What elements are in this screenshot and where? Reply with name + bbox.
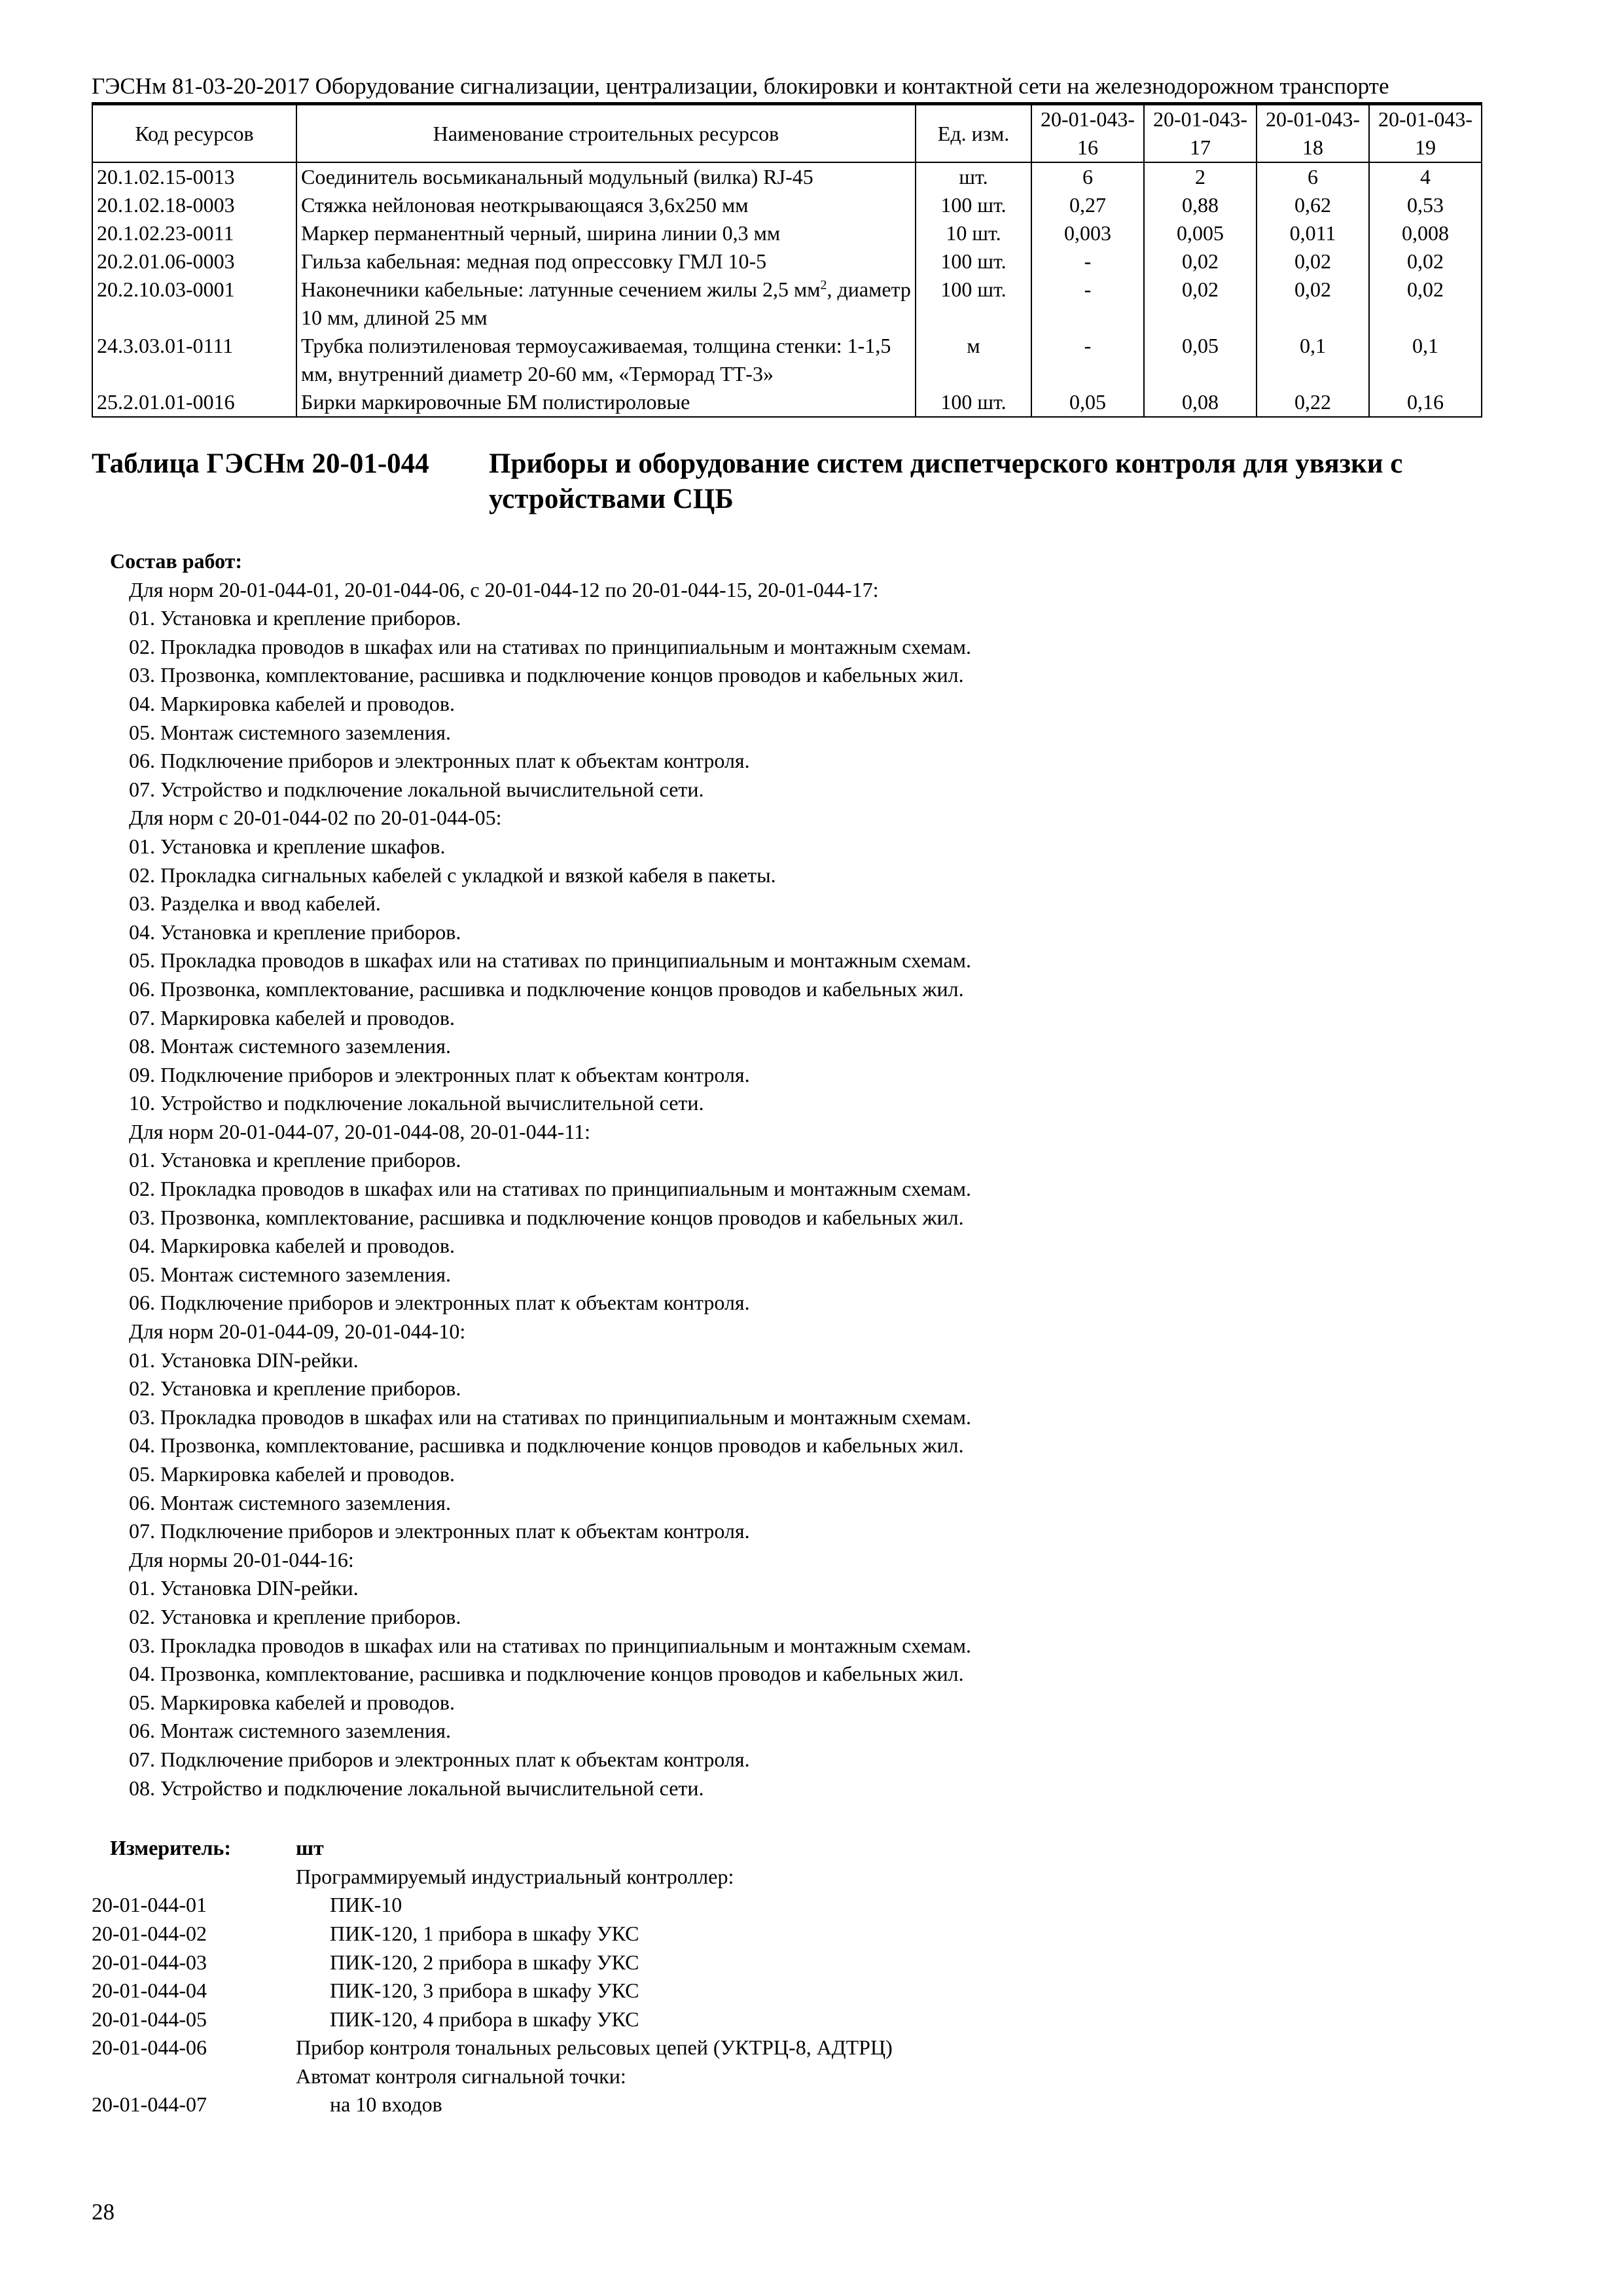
cell-norm-16: 0,003: [1031, 219, 1144, 247]
composition-line: 07. Подключение приборов и электронных плат к объектам контроля.: [129, 1747, 750, 1771]
cell-code: 20.1.02.18-0003: [92, 191, 296, 219]
composition-line: 04. Прозвонка, комплектование, расшивка и подключение концов проводов и кабельных жил.: [129, 1433, 964, 1458]
composition-line: 07. Подключение приборов и электронных плат к объектам контроля.: [129, 1519, 750, 1543]
composition-line: Для норм 20-01-044-09, 20-01-044-10:: [129, 1319, 466, 1344]
page-number: 28: [92, 2199, 115, 2225]
norm-code: 20-01-044-02: [92, 1921, 207, 1945]
measure-rows: [92, 1863, 1479, 2119]
composition-line: 01. Установка и крепление шкафов.: [129, 834, 446, 858]
norm-code: 20-01-044-05: [92, 2007, 207, 2031]
composition-line: 06. Подключение приборов и электронных плат к объектам контроля.: [129, 1291, 750, 1315]
cell-norm-18: 0,02: [1257, 247, 1369, 276]
cell-norm-19: 0,008: [1369, 219, 1482, 247]
composition-line: 05. Маркировка кабелей и проводов.: [129, 1462, 455, 1486]
norm-description: ПИК-120, 3 прибора в шкафу УКС: [330, 1979, 639, 2003]
composition-line: 07. Маркировка кабелей и проводов.: [129, 1005, 455, 1030]
measure-row: [92, 2090, 1479, 2119]
cell-norm-16: 0,27: [1031, 191, 1144, 219]
composition-line: 01. Установка и крепление приборов.: [129, 1148, 461, 1172]
composition-line: 02. Прокладка сигнальных кабелей с укладкой и вязкой кабеля в пакеты.: [129, 863, 776, 887]
cell-norm-19: 0,16: [1369, 388, 1482, 417]
cell-norm-18: 0,02: [1257, 276, 1369, 332]
norm-code: [92, 2062, 296, 2091]
composition-line: 03. Прозвонка, комплектование, расшивка и подключение концов проводов и кабельных жил.: [129, 1205, 964, 1229]
cell-name: Трубка полиэтиленовая термоусаживаемая, толщина стенки: 1-1,5 мм, внутренний диаметр 20-60 мм, «Терморад ТТ-3»: [296, 332, 916, 388]
table-row: [92, 191, 1482, 219]
composition-line: Для нормы 20-01-044-16:: [129, 1547, 354, 1571]
cell-code: 20.2.10.03-0001: [92, 276, 296, 332]
measure-header-row: [92, 1834, 1479, 1863]
resource-table-body: [92, 162, 1482, 417]
norm-description: ПИК-120, 2 прибора в шкафу УКС: [330, 1950, 639, 1974]
header-cell-name: Наименование строительных ресурсов: [296, 105, 916, 162]
cell-norm-16: 6: [1031, 162, 1144, 191]
table-title-text: Приборы и оборудование систем диспетчерского контроля для увязки с устройствами СЦБ: [489, 448, 1403, 514]
norm-description: Программируемый индустриальный контроллер:: [296, 1864, 734, 1888]
measure-row: [92, 2005, 1479, 2034]
page-header: ГЭСНм 81-03-20-2017 Оборудование сигнализации, централизации, блокировки и контактной сети на железнодорожном транспорте: [92, 73, 1389, 99]
composition-line: 03. Прозвонка, комплектование, расшивка и подключение концов проводов и кабельных жил.: [129, 663, 964, 687]
composition-line: 06. Подключение приборов и электронных плат к объектам контроля.: [129, 749, 750, 773]
cell-unit: 100 шт.: [916, 191, 1031, 219]
composition-line: 02. Прокладка проводов в шкафах или на стативах по принципиальным и монтажным схемам.: [129, 1177, 971, 1201]
measure-row: [92, 2034, 1479, 2062]
table-row: [92, 247, 1482, 276]
cell-code: 20.2.01.06-0003: [92, 247, 296, 276]
cell-norm-16: -: [1031, 247, 1144, 276]
norm-description: Автомат контроля сигнальной точки:: [296, 2064, 626, 2088]
table-title: [92, 446, 1479, 517]
composition-line: 02. Установка и крепление приборов.: [129, 1376, 461, 1401]
composition-line: 05. Маркировка кабелей и проводов.: [129, 1690, 455, 1714]
measure-row: [92, 1891, 1479, 1920]
composition-line: 01. Установка DIN-рейки.: [129, 1348, 359, 1372]
cell-norm-16: 0,05: [1031, 388, 1144, 417]
composition-line: 04. Маркировка кабелей и проводов.: [129, 691, 455, 715]
norm-code: 20-01-044-07: [92, 2092, 207, 2117]
composition-line: 03. Прокладка проводов в шкафах или на стативах по принципиальным и монтажным схемам.: [129, 1405, 971, 1429]
norm-code: 20-01-044-01: [92, 1893, 207, 1917]
table-row: [92, 388, 1482, 417]
cell-unit: 100 шт.: [916, 276, 1031, 332]
measure-row: [92, 1977, 1479, 2005]
norm-description: ПИК-10: [330, 1893, 402, 1917]
cell-norm-17: 0,02: [1144, 247, 1257, 276]
cell-norm-18: 0,62: [1257, 191, 1369, 219]
cell-unit: м: [916, 332, 1031, 388]
cell-code: 25.2.01.01-0016: [92, 388, 296, 417]
cell-norm-19: 0,02: [1369, 276, 1482, 332]
measure-label: Измеритель:: [110, 1836, 231, 1860]
norm-description: Прибор контроля тональных рельсовых цепей (УКТРЦ-8, АДТРЦ): [296, 2036, 893, 2060]
composition-line: Для норм 20-01-044-07, 20-01-044-08, 20-01-044-11:: [129, 1119, 591, 1143]
norm-description: на 10 входов: [330, 2092, 442, 2117]
table-row: [92, 276, 1482, 332]
composition-line: 06. Монтаж системного заземления.: [129, 1719, 451, 1743]
norm-code: [92, 1863, 296, 1892]
cell-name: Бирки маркировочные БМ полистироловые: [296, 388, 916, 417]
cell-name: Стяжка нейлоновая неоткрывающаяся 3,6х250 мм: [296, 191, 916, 219]
table-header-row: [92, 105, 1482, 162]
composition-line: 05. Монтаж системного заземления.: [129, 1262, 451, 1286]
composition-line: 01. Установка DIN-рейки.: [129, 1576, 359, 1600]
cell-unit: шт.: [916, 162, 1031, 191]
measure-unit: шт: [296, 1836, 324, 1860]
table-row: [92, 219, 1482, 247]
cell-norm-19: 0,02: [1369, 247, 1482, 276]
composition-line: Для норм 20-01-044-01, 20-01-044-06, с 20-01-044-12 по 20-01-044-15, 20-01-044-17:: [129, 577, 879, 601]
cell-code: 20.1.02.23-0011: [92, 219, 296, 247]
composition-line: 03. Разделка и ввод кабелей.: [129, 891, 381, 916]
composition-line: 04. Установка и крепление приборов.: [129, 920, 461, 944]
superscript: 2: [820, 278, 827, 293]
cell-norm-17: 2: [1144, 162, 1257, 191]
norm-description: ПИК-120, 1 прибора в шкафу УКС: [330, 1921, 639, 1945]
composition-line: 10. Устройство и подключение локальной вычислительной сети.: [129, 1091, 704, 1115]
header-cell-norm-19: 20-01-043-19: [1369, 105, 1482, 162]
cell-unit: 100 шт.: [916, 247, 1031, 276]
cell-name: Гильза кабельная: медная под опрессовку ГМЛ 10-5: [296, 247, 916, 276]
composition-line: 02. Установка и крепление приборов.: [129, 1604, 461, 1628]
header-cell-norm-18: 20-01-043-18: [1257, 105, 1369, 162]
composition-line: 03. Прокладка проводов в шкафах или на стативах по принципиальным и монтажным схемам.: [129, 1633, 971, 1657]
cell-name: Маркер перманентный черный, ширина линии 0,3 мм: [296, 219, 916, 247]
composition-line: 09. Подключение приборов и электронных плат к объектам контроля.: [129, 1062, 750, 1086]
composition-line: 05. Монтаж системного заземления.: [129, 720, 451, 744]
resource-table: [92, 104, 1482, 418]
work-composition: [92, 547, 1479, 1803]
cell-norm-18: 6: [1257, 162, 1369, 191]
cell-norm-18: 0,22: [1257, 388, 1369, 417]
cell-code: 24.3.03.01-0111: [92, 332, 296, 388]
document-page: [92, 72, 1479, 2119]
header-cell-norm-17: 20-01-043-17: [1144, 105, 1257, 162]
cell-norm-19: 0,53: [1369, 191, 1482, 219]
cell-norm-18: 0,1: [1257, 332, 1369, 388]
norm-code: 20-01-044-04: [92, 1979, 207, 2003]
composition-line: 08. Устройство и подключение локальной вычислительной сети.: [129, 1776, 704, 1800]
cell-name: Соединитель восьмиканальный модульный (вилка) RJ-45: [296, 162, 916, 191]
table-title-label: Таблица ГЭСНм 20-01-044: [92, 448, 429, 479]
measure-row: [92, 1863, 1479, 1892]
composition-line: 07. Устройство и подключение локальной вычислительной сети.: [129, 777, 704, 801]
cell-norm-17: 0,005: [1144, 219, 1257, 247]
cell-norm-17: 0,08: [1144, 388, 1257, 417]
norm-description: ПИК-120, 4 прибора в шкафу УКС: [330, 2007, 639, 2031]
composition-title: Состав работ:: [110, 549, 243, 573]
measure-section: [92, 1834, 1479, 2119]
composition-line: 06. Монтаж системного заземления.: [129, 1490, 451, 1515]
composition-line: Для норм с 20-01-044-02 по 20-01-044-05:: [129, 806, 502, 830]
measure-row: [92, 2062, 1479, 2091]
cell-norm-19: 4: [1369, 162, 1482, 191]
cell-name: Наконечники кабельные: латунные сечением жилы 2,5 $мм^2$, диаметр 10 мм, длиной 25 мм: [296, 276, 916, 332]
cell-unit: 100 шт.: [916, 388, 1031, 417]
cell-norm-16: -: [1031, 276, 1144, 332]
cell-norm-18: 0,011: [1257, 219, 1369, 247]
header-cell-code: Код ресурсов: [92, 105, 296, 162]
cell-code: 20.1.02.15-0013: [92, 162, 296, 191]
composition-lines: [92, 576, 1479, 1803]
composition-line: 05. Прокладка проводов в шкафах или на стативах по принципиальным и монтажным схемам.: [129, 948, 971, 973]
cell-norm-17: 0,02: [1144, 276, 1257, 332]
table-row: [92, 332, 1482, 388]
cell-unit: 10 шт.: [916, 219, 1031, 247]
composition-line: 06. Прозвонка, комплектование, расшивка и подключение концов проводов и кабельных жил.: [129, 977, 964, 1001]
composition-line: 04. Маркировка кабелей и проводов.: [129, 1234, 455, 1258]
cell-norm-17: 0,05: [1144, 332, 1257, 388]
header-cell-norm-16: 20-01-043-16: [1031, 105, 1144, 162]
cell-norm-19: 0,1: [1369, 332, 1482, 388]
composition-line: 01. Установка и крепление приборов.: [129, 606, 461, 630]
norm-code: 20-01-044-06: [92, 2036, 207, 2060]
composition-line: 04. Прозвонка, комплектование, расшивка и подключение концов проводов и кабельных жил.: [129, 1662, 964, 1686]
measure-row: [92, 1948, 1479, 1977]
cell-norm-17: 0,88: [1144, 191, 1257, 219]
table-row: [92, 162, 1482, 191]
composition-line: 08. Монтаж системного заземления.: [129, 1034, 451, 1058]
norm-code: 20-01-044-03: [92, 1950, 207, 1974]
composition-line: 02. Прокладка проводов в шкафах или на стативах по принципиальным и монтажным схемам.: [129, 634, 971, 658]
header-cell-unit: Ед. изм.: [916, 105, 1031, 162]
measure-row: [92, 1920, 1479, 1948]
cell-norm-16: -: [1031, 332, 1144, 388]
